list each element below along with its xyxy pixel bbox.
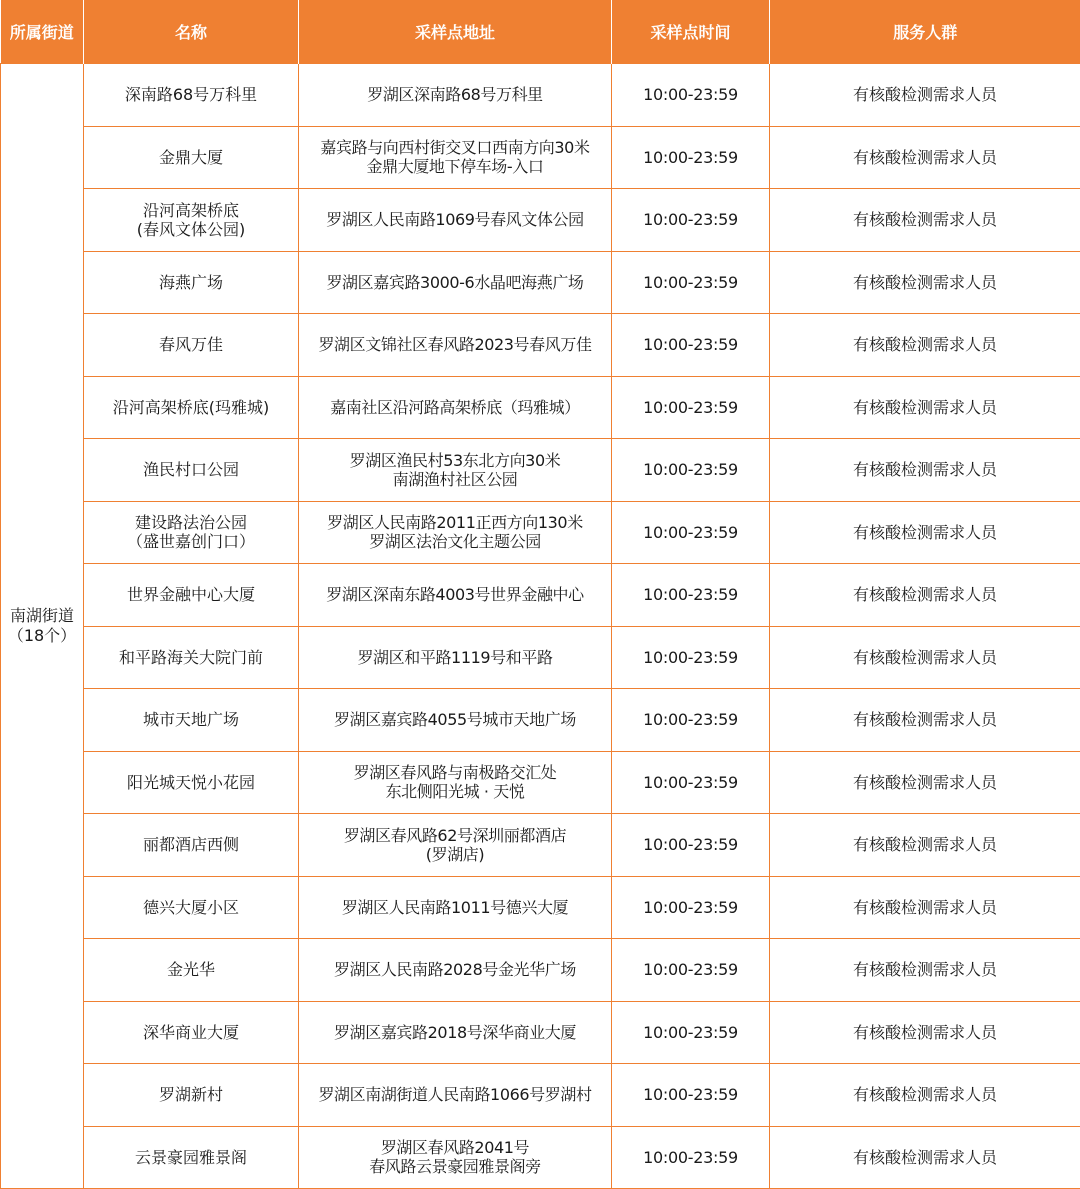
site-name-cell: 渔民村口公园 xyxy=(84,439,299,502)
site-address-cell: 嘉宾路与向西村街交叉口西南方向30米 金鼎大厦地下停车场-入口 xyxy=(299,126,612,189)
site-time-cell: 10:00-23:59 xyxy=(612,689,770,752)
site-time-cell: 10:00-23:59 xyxy=(612,189,770,252)
site-address-cell: 罗湖区人民南路2028号金光华广场 xyxy=(299,939,612,1002)
site-address-cell: 罗湖区人民南路1011号德兴大厦 xyxy=(299,876,612,939)
site-time-cell: 10:00-23:59 xyxy=(612,1126,770,1189)
site-time-cell: 10:00-23:59 xyxy=(612,626,770,689)
site-time-cell: 10:00-23:59 xyxy=(612,876,770,939)
table-row xyxy=(1,876,1080,939)
site-name-cell: 丽都酒店西侧 xyxy=(84,814,299,877)
site-name-cell: 海燕广场 xyxy=(84,251,299,314)
table-row xyxy=(1,564,1080,627)
site-name-cell: 和平路海关大院门前 xyxy=(84,626,299,689)
site-time-cell: 10:00-23:59 xyxy=(612,314,770,377)
table-row xyxy=(1,751,1080,814)
site-name-cell: 世界金融中心大厦 xyxy=(84,564,299,627)
table-row xyxy=(1,1001,1080,1064)
site-audience-cell: 有核酸检测需求人员 xyxy=(770,1064,1080,1127)
header-name: 名称 xyxy=(84,0,299,64)
site-audience-cell: 有核酸检测需求人员 xyxy=(770,564,1080,627)
site-address-cell: 罗湖区春风路2041号 春风路云景豪园雅景阁旁 xyxy=(299,1126,612,1189)
site-audience-cell: 有核酸检测需求人员 xyxy=(770,501,1080,564)
table-row xyxy=(1,189,1080,252)
site-name-cell: 城市天地广场 xyxy=(84,689,299,752)
site-name-cell: 罗湖新村 xyxy=(84,1064,299,1127)
table-row xyxy=(1,939,1080,1002)
site-audience-cell: 有核酸检测需求人员 xyxy=(770,314,1080,377)
site-address-cell: 罗湖区人民南路1069号春风文体公园 xyxy=(299,189,612,252)
header-time: 采样点时间 xyxy=(612,0,770,64)
site-audience-cell: 有核酸检测需求人员 xyxy=(770,376,1080,439)
table-row xyxy=(1,689,1080,752)
site-name-cell: 建设路法治公园 （盛世嘉创门口） xyxy=(84,501,299,564)
site-audience-cell: 有核酸检测需求人员 xyxy=(770,251,1080,314)
site-time-cell: 10:00-23:59 xyxy=(612,814,770,877)
table-row xyxy=(1,64,1080,127)
site-name-cell: 沿河高架桥底(玛雅城) xyxy=(84,376,299,439)
header-address: 采样点地址 xyxy=(299,0,612,64)
site-time-cell: 10:00-23:59 xyxy=(612,251,770,314)
table-row xyxy=(1,251,1080,314)
site-name-cell: 金光华 xyxy=(84,939,299,1002)
site-time-cell: 10:00-23:59 xyxy=(612,501,770,564)
site-audience-cell: 有核酸检测需求人员 xyxy=(770,939,1080,1002)
site-address-cell: 罗湖区嘉宾路4055号城市天地广场 xyxy=(299,689,612,752)
site-audience-cell: 有核酸检测需求人员 xyxy=(770,189,1080,252)
site-time-cell: 10:00-23:59 xyxy=(612,939,770,1002)
site-address-cell: 罗湖区嘉宾路2018号深华商业大厦 xyxy=(299,1001,612,1064)
site-time-cell: 10:00-23:59 xyxy=(612,1064,770,1127)
site-audience-cell: 有核酸检测需求人员 xyxy=(770,876,1080,939)
site-audience-cell: 有核酸检测需求人员 xyxy=(770,689,1080,752)
site-audience-cell: 有核酸检测需求人员 xyxy=(770,814,1080,877)
site-address-cell: 罗湖区深南路68号万科里 xyxy=(299,64,612,127)
site-name-cell: 深华商业大厦 xyxy=(84,1001,299,1064)
table-row xyxy=(1,814,1080,877)
site-address-cell: 罗湖区嘉宾路3000-6水晶吧海燕广场 xyxy=(299,251,612,314)
site-name-cell: 云景豪园雅景阁 xyxy=(84,1126,299,1189)
site-address-cell: 罗湖区春风路62号深圳丽都酒店 (罗湖店) xyxy=(299,814,612,877)
table-header-row xyxy=(1,0,1080,64)
site-address-cell: 罗湖区渔民村53东北方向30米 南湖渔村社区公园 xyxy=(299,439,612,502)
site-audience-cell: 有核酸检测需求人员 xyxy=(770,751,1080,814)
site-audience-cell: 有核酸检测需求人员 xyxy=(770,1001,1080,1064)
site-name-cell: 深南路68号万科里 xyxy=(84,64,299,127)
site-name-cell: 阳光城天悦小花园 xyxy=(84,751,299,814)
site-address-cell: 罗湖区文锦社区春风路2023号春风万佳 xyxy=(299,314,612,377)
site-address-cell: 罗湖区春风路与南极路交汇处 东北侧阳光城 · 天悦 xyxy=(299,751,612,814)
site-address-cell: 罗湖区和平路1119号和平路 xyxy=(299,626,612,689)
site-audience-cell: 有核酸检测需求人员 xyxy=(770,126,1080,189)
table-row xyxy=(1,626,1080,689)
table-row xyxy=(1,1126,1080,1189)
site-time-cell: 10:00-23:59 xyxy=(612,64,770,127)
site-audience-cell: 有核酸检测需求人员 xyxy=(770,439,1080,502)
site-time-cell: 10:00-23:59 xyxy=(612,751,770,814)
site-name-cell: 德兴大厦小区 xyxy=(84,876,299,939)
site-time-cell: 10:00-23:59 xyxy=(612,126,770,189)
header-audience: 服务人群 xyxy=(770,0,1080,64)
site-name-cell: 沿河高架桥底 (春风文体公园) xyxy=(84,189,299,252)
site-time-cell: 10:00-23:59 xyxy=(612,1001,770,1064)
site-address-cell: 罗湖区人民南路2011正西方向130米 罗湖区法治文化主题公园 xyxy=(299,501,612,564)
table-body xyxy=(1,64,1080,1189)
site-time-cell: 10:00-23:59 xyxy=(612,376,770,439)
street-cell: 南湖街道 （18个） xyxy=(1,64,84,1189)
site-name-cell: 春风万佳 xyxy=(84,314,299,377)
table-row xyxy=(1,1064,1080,1127)
table-row xyxy=(1,501,1080,564)
table-row xyxy=(1,439,1080,502)
table-row xyxy=(1,376,1080,439)
site-name-cell: 金鼎大厦 xyxy=(84,126,299,189)
site-audience-cell: 有核酸检测需求人员 xyxy=(770,64,1080,127)
site-address-cell: 嘉南社区沿河路高架桥底（玛雅城） xyxy=(299,376,612,439)
table-row xyxy=(1,126,1080,189)
header-street: 所属街道 xyxy=(1,0,84,64)
site-time-cell: 10:00-23:59 xyxy=(612,439,770,502)
site-audience-cell: 有核酸检测需求人员 xyxy=(770,626,1080,689)
table-row xyxy=(1,314,1080,377)
site-audience-cell: 有核酸检测需求人员 xyxy=(770,1126,1080,1189)
site-time-cell: 10:00-23:59 xyxy=(612,564,770,627)
site-address-cell: 罗湖区南湖街道人民南路1066号罗湖村 xyxy=(299,1064,612,1127)
site-address-cell: 罗湖区深南东路4003号世界金融中心 xyxy=(299,564,612,627)
